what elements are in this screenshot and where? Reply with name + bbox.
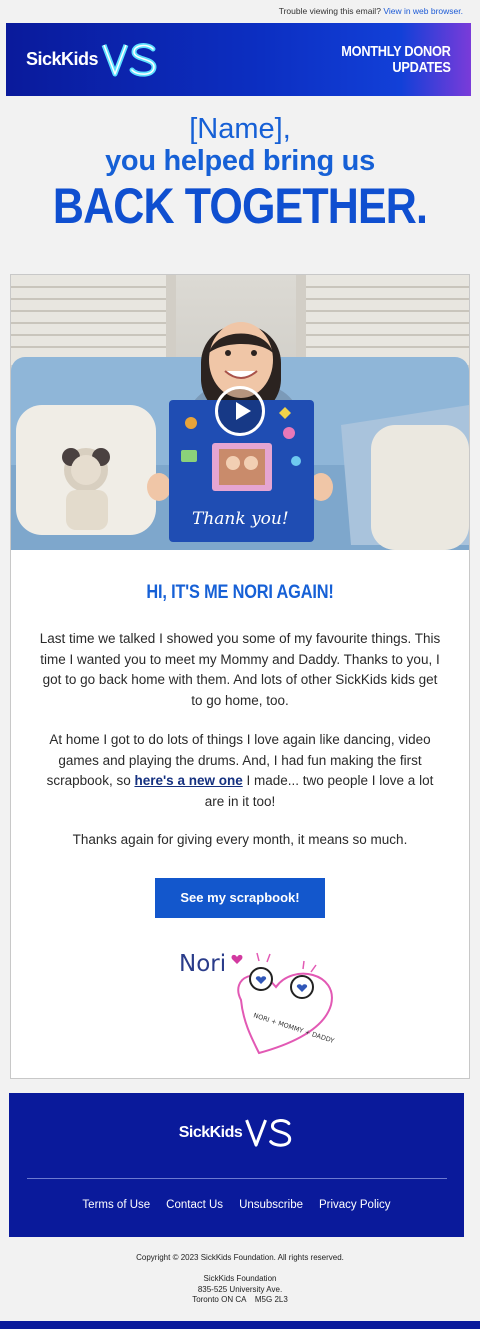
- paragraph-2: [39, 730, 441, 812]
- terms-of-use-link[interactable]: Terms of Use: [82, 1199, 151, 1211]
- hero-heading: [0, 112, 480, 236]
- footer-divider: [27, 1178, 447, 1179]
- heart-text: NORI + MOMMY + DADDY: [252, 1011, 336, 1045]
- video-caption: Thank you!: [192, 509, 289, 529]
- trouble-text: Trouble viewing this email?: [278, 6, 381, 16]
- address: [0, 1274, 480, 1306]
- monthly-line-2: UPDATES: [392, 58, 451, 76]
- contact-us-link[interactable]: Contact Us: [166, 1199, 224, 1211]
- vs-logo-icon: [101, 40, 159, 80]
- paragraph-2-after: I made... two people I love a lot are in it too!: [204, 773, 434, 809]
- hero-line: you helped bring us: [105, 145, 375, 177]
- monthly-donor-updates: [342, 44, 451, 76]
- hero-name: [Name],: [189, 113, 291, 145]
- address-line-1: SickKids Foundation: [203, 1274, 277, 1283]
- see-scrapbook-button[interactable]: See my scrapbook!: [155, 878, 325, 918]
- section-title: HI, IT'S ME NORI AGAIN!: [146, 582, 334, 603]
- nori-signature-drawing: [171, 935, 351, 1060]
- email-header: [6, 23, 471, 96]
- paragraph-1: Last time we talked I showed you some of my favourite things. This time I wanted you to meet my Mommy and Daddy. Thanks to you, I got to go back home with them. And lots of other SickKids kids get to go home, too.: [39, 631, 441, 708]
- footer-logo-text: SickKids: [178, 1124, 243, 1141]
- address-line-2: 835-525 University Ave.: [197, 1284, 283, 1294]
- monthly-line-1: MONTHLY DONOR: [341, 42, 451, 60]
- address-line-3: Toronto ON CA M5G 2L3: [192, 1295, 288, 1304]
- new-scrapbook-link[interactable]: here's a new one: [134, 773, 243, 788]
- sickkids-logo[interactable]: [26, 40, 159, 80]
- paragraph-3: Thanks again for giving every month, it means so much.: [72, 832, 408, 847]
- footer-logo[interactable]: [9, 1115, 464, 1151]
- privacy-policy-link[interactable]: Privacy Policy: [318, 1199, 391, 1211]
- video-thumbnail[interactable]: [11, 275, 469, 550]
- footer-vs-logo-icon: [244, 1115, 294, 1151]
- bottom-bar: [0, 1321, 480, 1329]
- unsubscribe-link[interactable]: Unsubscribe: [239, 1199, 303, 1211]
- copyright: Copyright © 2023 SickKids Foundation. All rights reserved.: [136, 1253, 344, 1262]
- hero-big: BACK TOGETHER.: [52, 178, 428, 234]
- footer-links: [9, 1199, 464, 1211]
- topbar: [0, 0, 480, 22]
- web-browser-link[interactable]: View in web browser.: [383, 6, 463, 16]
- content-card: [10, 274, 470, 1079]
- logo-text: SickKids: [26, 49, 99, 69]
- play-button-icon[interactable]: [215, 386, 265, 436]
- signature-name: Nori: [179, 951, 227, 977]
- footer: [9, 1093, 464, 1237]
- paragraph-2-before: At home I got to do lots of things I love again like dancing, video games and playing the drums. And, I had fun making the first scrapbook, so: [46, 732, 431, 788]
